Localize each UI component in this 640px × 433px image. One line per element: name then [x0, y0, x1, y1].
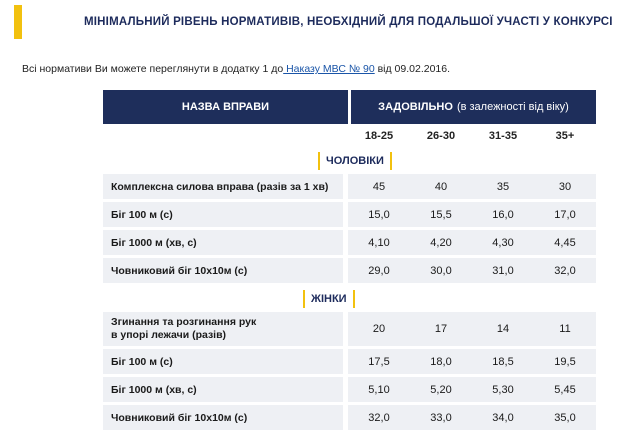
value-cell: 16,0	[492, 208, 514, 221]
age-col: 18-25	[364, 130, 394, 142]
intro-text	[22, 63, 450, 75]
age-col: 26-30	[426, 130, 456, 142]
header-satisfactory	[351, 90, 596, 124]
age-col: 35+	[555, 130, 575, 142]
order-link[interactable]: Наказу МВС № 90	[283, 63, 375, 75]
age-header-row	[103, 124, 596, 148]
value-cell: 15,0	[368, 208, 390, 221]
value-cell: 5,20	[430, 383, 452, 396]
exercise-name: Згинання та розгинання рук в упорі лежачи (разів)	[103, 312, 343, 346]
page-title: МІНІМАЛЬНИЙ РІВЕНЬ НОРМАТИВІВ, НЕОБХІДНИЙ ДЛЯ ПОДАЛЬШОЇ УЧАСТІ У КОНКУРСІ	[84, 16, 613, 28]
value-cell: 17,5	[368, 355, 390, 368]
value-cell: 35,0	[554, 411, 576, 424]
age-col: 31-35	[488, 130, 518, 142]
value-cell: 14	[496, 323, 510, 335]
value-cell: 5,10	[368, 383, 390, 396]
section-heading-men: ЧОЛОВІКИ	[103, 148, 596, 174]
value-cell: 15,5	[430, 208, 452, 221]
value-cell: 17	[434, 323, 448, 335]
table-row	[103, 202, 596, 227]
exercise-name: Біг 1000 м (хв, с)	[103, 230, 343, 255]
table-row	[103, 312, 596, 346]
table-row	[103, 349, 596, 374]
section-heading-women: ЖІНКИ	[103, 286, 596, 312]
value-cell: 40	[434, 180, 448, 193]
value-cell: 4,20	[430, 236, 452, 249]
exercise-name: Човниковий біг 10х10м (с)	[103, 258, 343, 283]
value-cell: 18,5	[492, 355, 514, 368]
value-cell: 4,45	[554, 236, 576, 249]
value-cell: 19,5	[554, 355, 576, 368]
exercise-name: Човниковий біг 10х10м (с)	[103, 405, 343, 430]
standards-table	[103, 90, 596, 433]
table-row	[103, 230, 596, 255]
exercise-name: Біг 100 м (с)	[103, 349, 343, 374]
value-cell: 4,30	[492, 236, 514, 249]
table-row	[103, 377, 596, 402]
value-cell: 34,0	[492, 411, 514, 424]
exercise-name: Біг 1000 м (хв, с)	[103, 377, 343, 402]
value-cell: 31,0	[492, 264, 514, 277]
intro-text-before: Всі нормативи Ви можете переглянути в додатку 1 до	[22, 63, 284, 75]
exercise-name: Комплексна силова вправа (разів за 1 хв)	[103, 174, 343, 199]
value-cell: 32,0	[554, 264, 576, 277]
intro-text-after: від 09.02.2016.	[374, 63, 451, 75]
value-cell: 17,0	[554, 208, 576, 221]
value-cell: 33,0	[430, 411, 452, 424]
value-cell: 30,0	[430, 264, 452, 277]
value-cell: 18,0	[430, 355, 452, 368]
table-row	[103, 405, 596, 430]
value-cell: 32,0	[368, 411, 390, 424]
value-cell: 30	[558, 180, 572, 193]
exercise-name: Біг 100 м (с)	[103, 202, 343, 227]
value-cell: 4,10	[368, 236, 390, 249]
value-cell: 45	[372, 180, 386, 193]
header-satisfactory-label: ЗАДОВІЛЬНО	[378, 101, 453, 113]
table-row	[103, 258, 596, 283]
value-cell: 11	[559, 323, 571, 335]
value-cell: 29,0	[368, 264, 390, 277]
table-row	[103, 174, 596, 199]
accent-bar	[14, 5, 22, 39]
value-cell: 5,30	[492, 383, 514, 396]
value-cell: 35	[496, 180, 510, 193]
table-header	[103, 90, 596, 124]
banner	[0, 4, 640, 40]
value-cell: 5,45	[554, 383, 576, 396]
value-cell: 20	[372, 323, 386, 335]
header-exercise-name: НАЗВА ВПРАВИ	[181, 101, 270, 113]
header-satisfactory-sub: (в залежності від віку)	[456, 101, 569, 113]
